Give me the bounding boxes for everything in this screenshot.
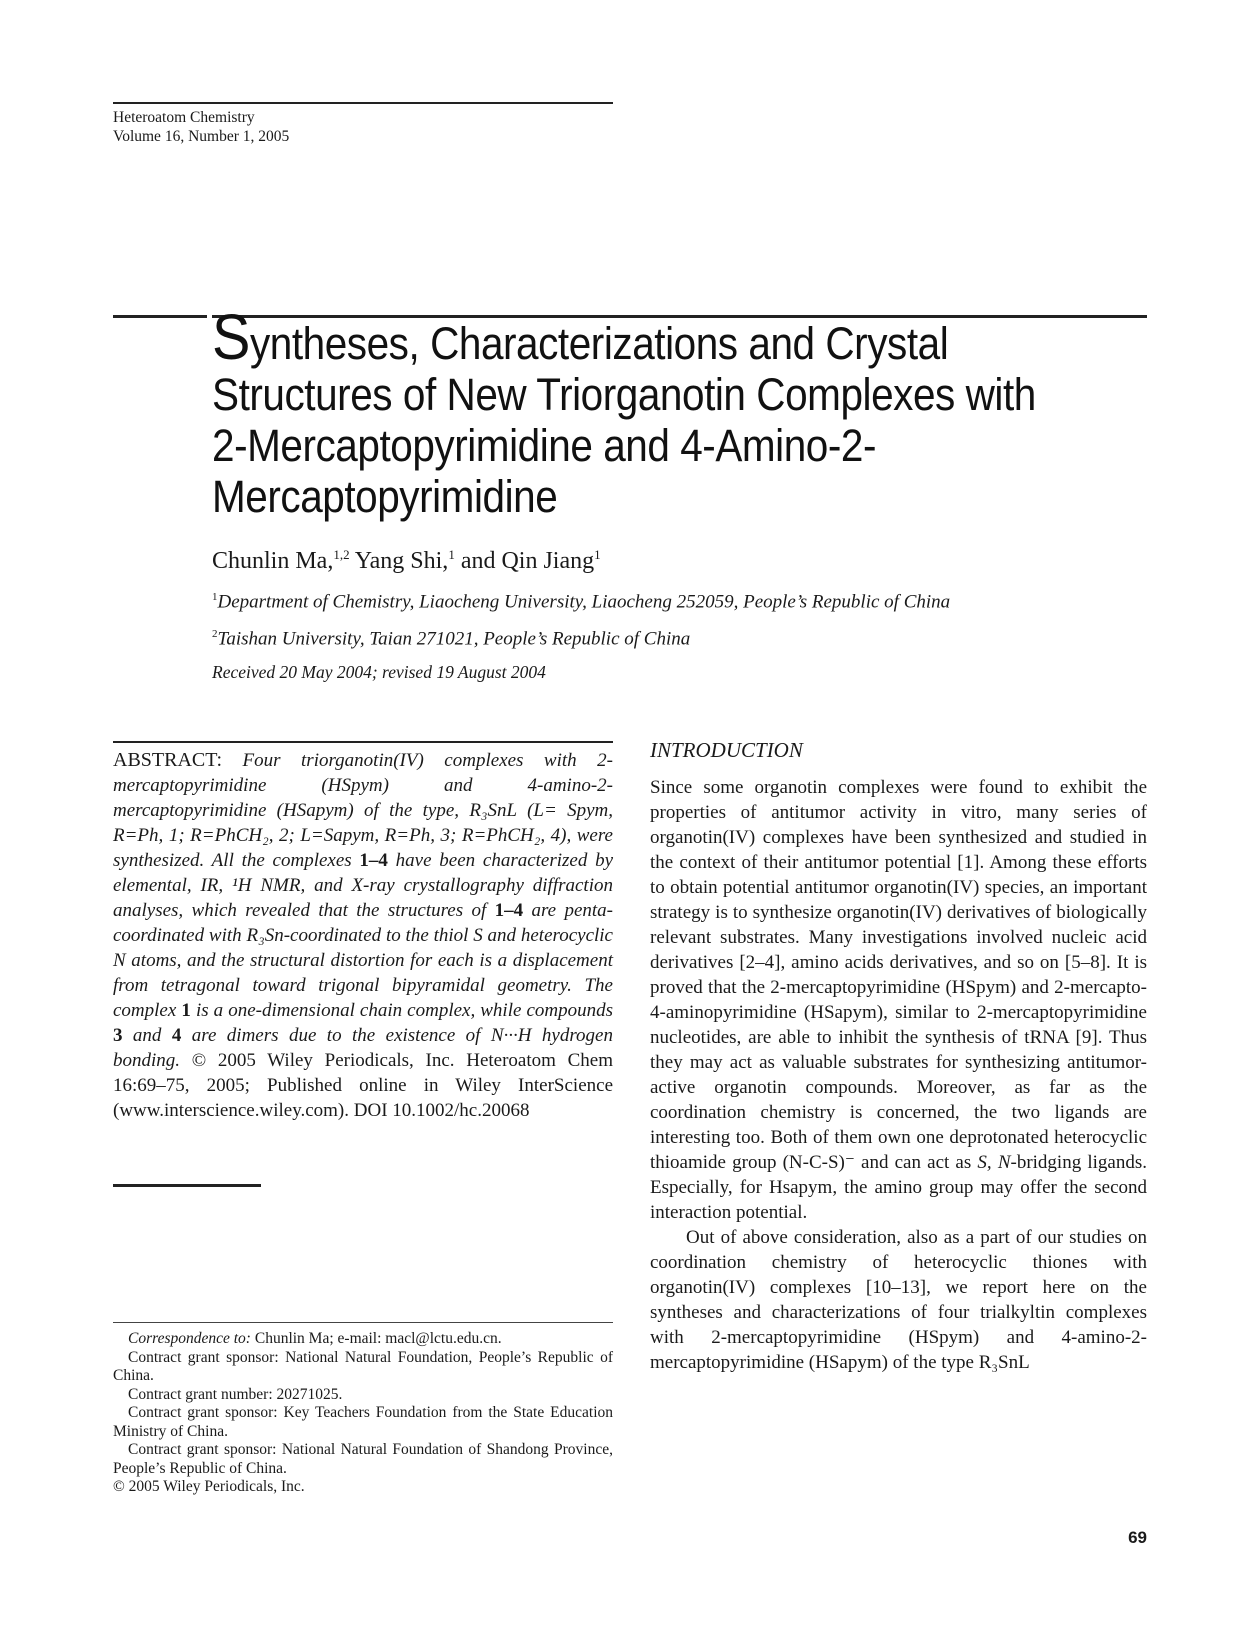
author-name: Chunlin Ma, [212,548,334,574]
author-list [212,540,601,576]
compound-ref: 1–4 [359,850,388,871]
footnote: Contract grant sponsor: National Natural Foundation, People’s Republic of China. [113,1348,613,1384]
abstract-citation: © 2005 Wiley Periodicals, Inc. Heteroatom Chem 16:69–75, 2005; Published online in Wiley InterScience (www.interscience.wiley.com). DOI 10.1002/hc.20068 [113,1050,614,1121]
abstract [113,748,613,1123]
footnote-correspondence [113,1330,613,1349]
paragraph [650,775,1147,1225]
abstract-text: are penta-coordinated with R₃Sn-coordinated to the thiol S and heterocyclic N atoms, and the structural distortion for each is a displacement from tetragonal toward trigonal bipyramidal geometry. The complex [113,900,613,1021]
abstract-text: and [132,1025,162,1046]
affiliation-mark: 2 [212,628,218,640]
footnote: Contract grant number: 20271025. [128,1385,343,1403]
author-affil-mark: 1 [594,547,601,562]
author-name: and Qin Jiang [460,548,595,574]
affiliation-text: Taishan University, Taian 271021, People’s Republic of China [217,628,691,650]
title-text: yntheses, Characterizations and Crystal Structures of New Triorganotin Complexes with 2-Mercaptopyrimidine and 4-Amino-2-Mercaptopyrimidine [212,318,1036,522]
journal-header [113,108,289,146]
footnote-copyright: © 2005 Wiley Periodicals, Inc. [113,1478,305,1495]
abstract-label: ABSTRACT: [113,749,223,771]
paragraph-text: -bridging ligands. Especially, for Hsapym, the amino group may offer the second interaction potential. [650,1152,1147,1223]
received-dates: Received 20 May 2004; revised 19 August 2004 [212,662,546,682]
abstract-text: is a one-dimensional chain complex, while compounds [195,1000,614,1021]
compound-ref: 4 [171,1025,182,1046]
section-heading-introduction: INTRODUCTION [650,738,803,762]
affiliation-text: Department of Chemistry, Liaocheng University, Liaocheng 252059, People’s Republic of China [217,591,951,613]
abstract-text: are dimers due to the existence of N···H hydrogen bonding. [113,1025,613,1071]
compound-ref: 1–4 [494,900,524,921]
affiliation-2 [212,622,690,651]
journal-header-rule [113,102,613,104]
abstract-end-rule [113,1184,261,1187]
title-dropcap: S [212,301,250,373]
abstract-text: have been characterized by elemental, IR, ¹H NMR, and X-ray crystallography diffraction analyses, which revealed that the structures of [113,850,614,921]
author-name: Yang Shi, [354,548,449,574]
compound-ref: 1 [181,1000,191,1021]
title-rule-left [113,315,207,318]
affiliation-mark: 1 [212,591,218,603]
page-number: 69 [1128,1528,1147,1547]
abstract-text: Four triorganotin(IV) complexes with 2-mercaptopyrimidine (HSpym) and 4-amino-2-mercaptopyrimidine (HSapym) of the type, R₃SnL (L= Spym, R=Ph, 1; R=PhCH₂, 2; L=Sapym, R=Ph, 3; R=PhCH₂, 4), were synthesized. All the complexes [113,750,613,871]
footnote-rule [113,1322,613,1323]
compound-ref: 3 [113,1025,123,1046]
affiliation-1 [212,585,950,614]
introduction-body [650,775,1147,1375]
journal-name: Heteroatom Chemistry [113,109,255,126]
paragraph: Out of above consideration, also as a part of our studies on coordination chemistry of heterocyclic thiones with organotin(IV) complexes [10–13], we report here on the syntheses and characterizations of four trialkyltin complexes with 2-mercaptopyrimidine (HSpym) and 4-amino-2-mercaptopyrimidine (HSapym) of the type R₃SnL [650,1227,1147,1373]
footnote: Contract grant sponsor: National Natural Foundation of Shandong Province, People’s Republic of China. [113,1441,613,1477]
paragraph-text: Since some organotin complexes were found to exhibit the properties of antitumor activity in vitro, many series of organotin(IV) complexes have been synthesized and studied in the context of their antitumor potential [1]. Among these efforts to obtain potential antitumor organotin(IV) species, an important strategy is to synthesize organotin(IV) derivatives of biologically relevant substrates. Many investigations involved nucleic acid derivatives [2–4], amino acids derivatives, and so on [5–8]. It is proved that the 2-mercaptopyrimidine (HSpym) and 2-mercapto-4-aminopyrimidine (HSapym), similar to 2-mercaptopyrimidine nucleotides, are able to inhibit the synthesis of tRNA [9]. Thus they may act as valuable substrates for synthesizing antitumor-active organotin compounds. Moreover, as far as the coordination chemistry is concerned, the two ligands are interesting too. Both of them own one deprotonated heterocyclic thioamide group (N-C-S)⁻ and can act as [650,777,1147,1173]
author-affil-mark: 1 [448,547,455,562]
paragraph-italic: S, N [977,1152,1011,1173]
article-title [212,301,1049,522]
footnotes [113,1330,613,1497]
footnote-label: Correspondence to: [128,1330,251,1347]
footnote: Contract grant sponsor: Key Teachers Foundation from the State Education Ministry of China. [113,1404,613,1440]
correspondence-text: Chunlin Ma; e-mail: macl@lctu.edu.cn. [254,1330,502,1347]
abstract-rule [113,741,613,743]
author-affil-mark: 1,2 [333,547,350,562]
journal-volume: Volume 16, Number 1, 2005 [113,128,290,145]
